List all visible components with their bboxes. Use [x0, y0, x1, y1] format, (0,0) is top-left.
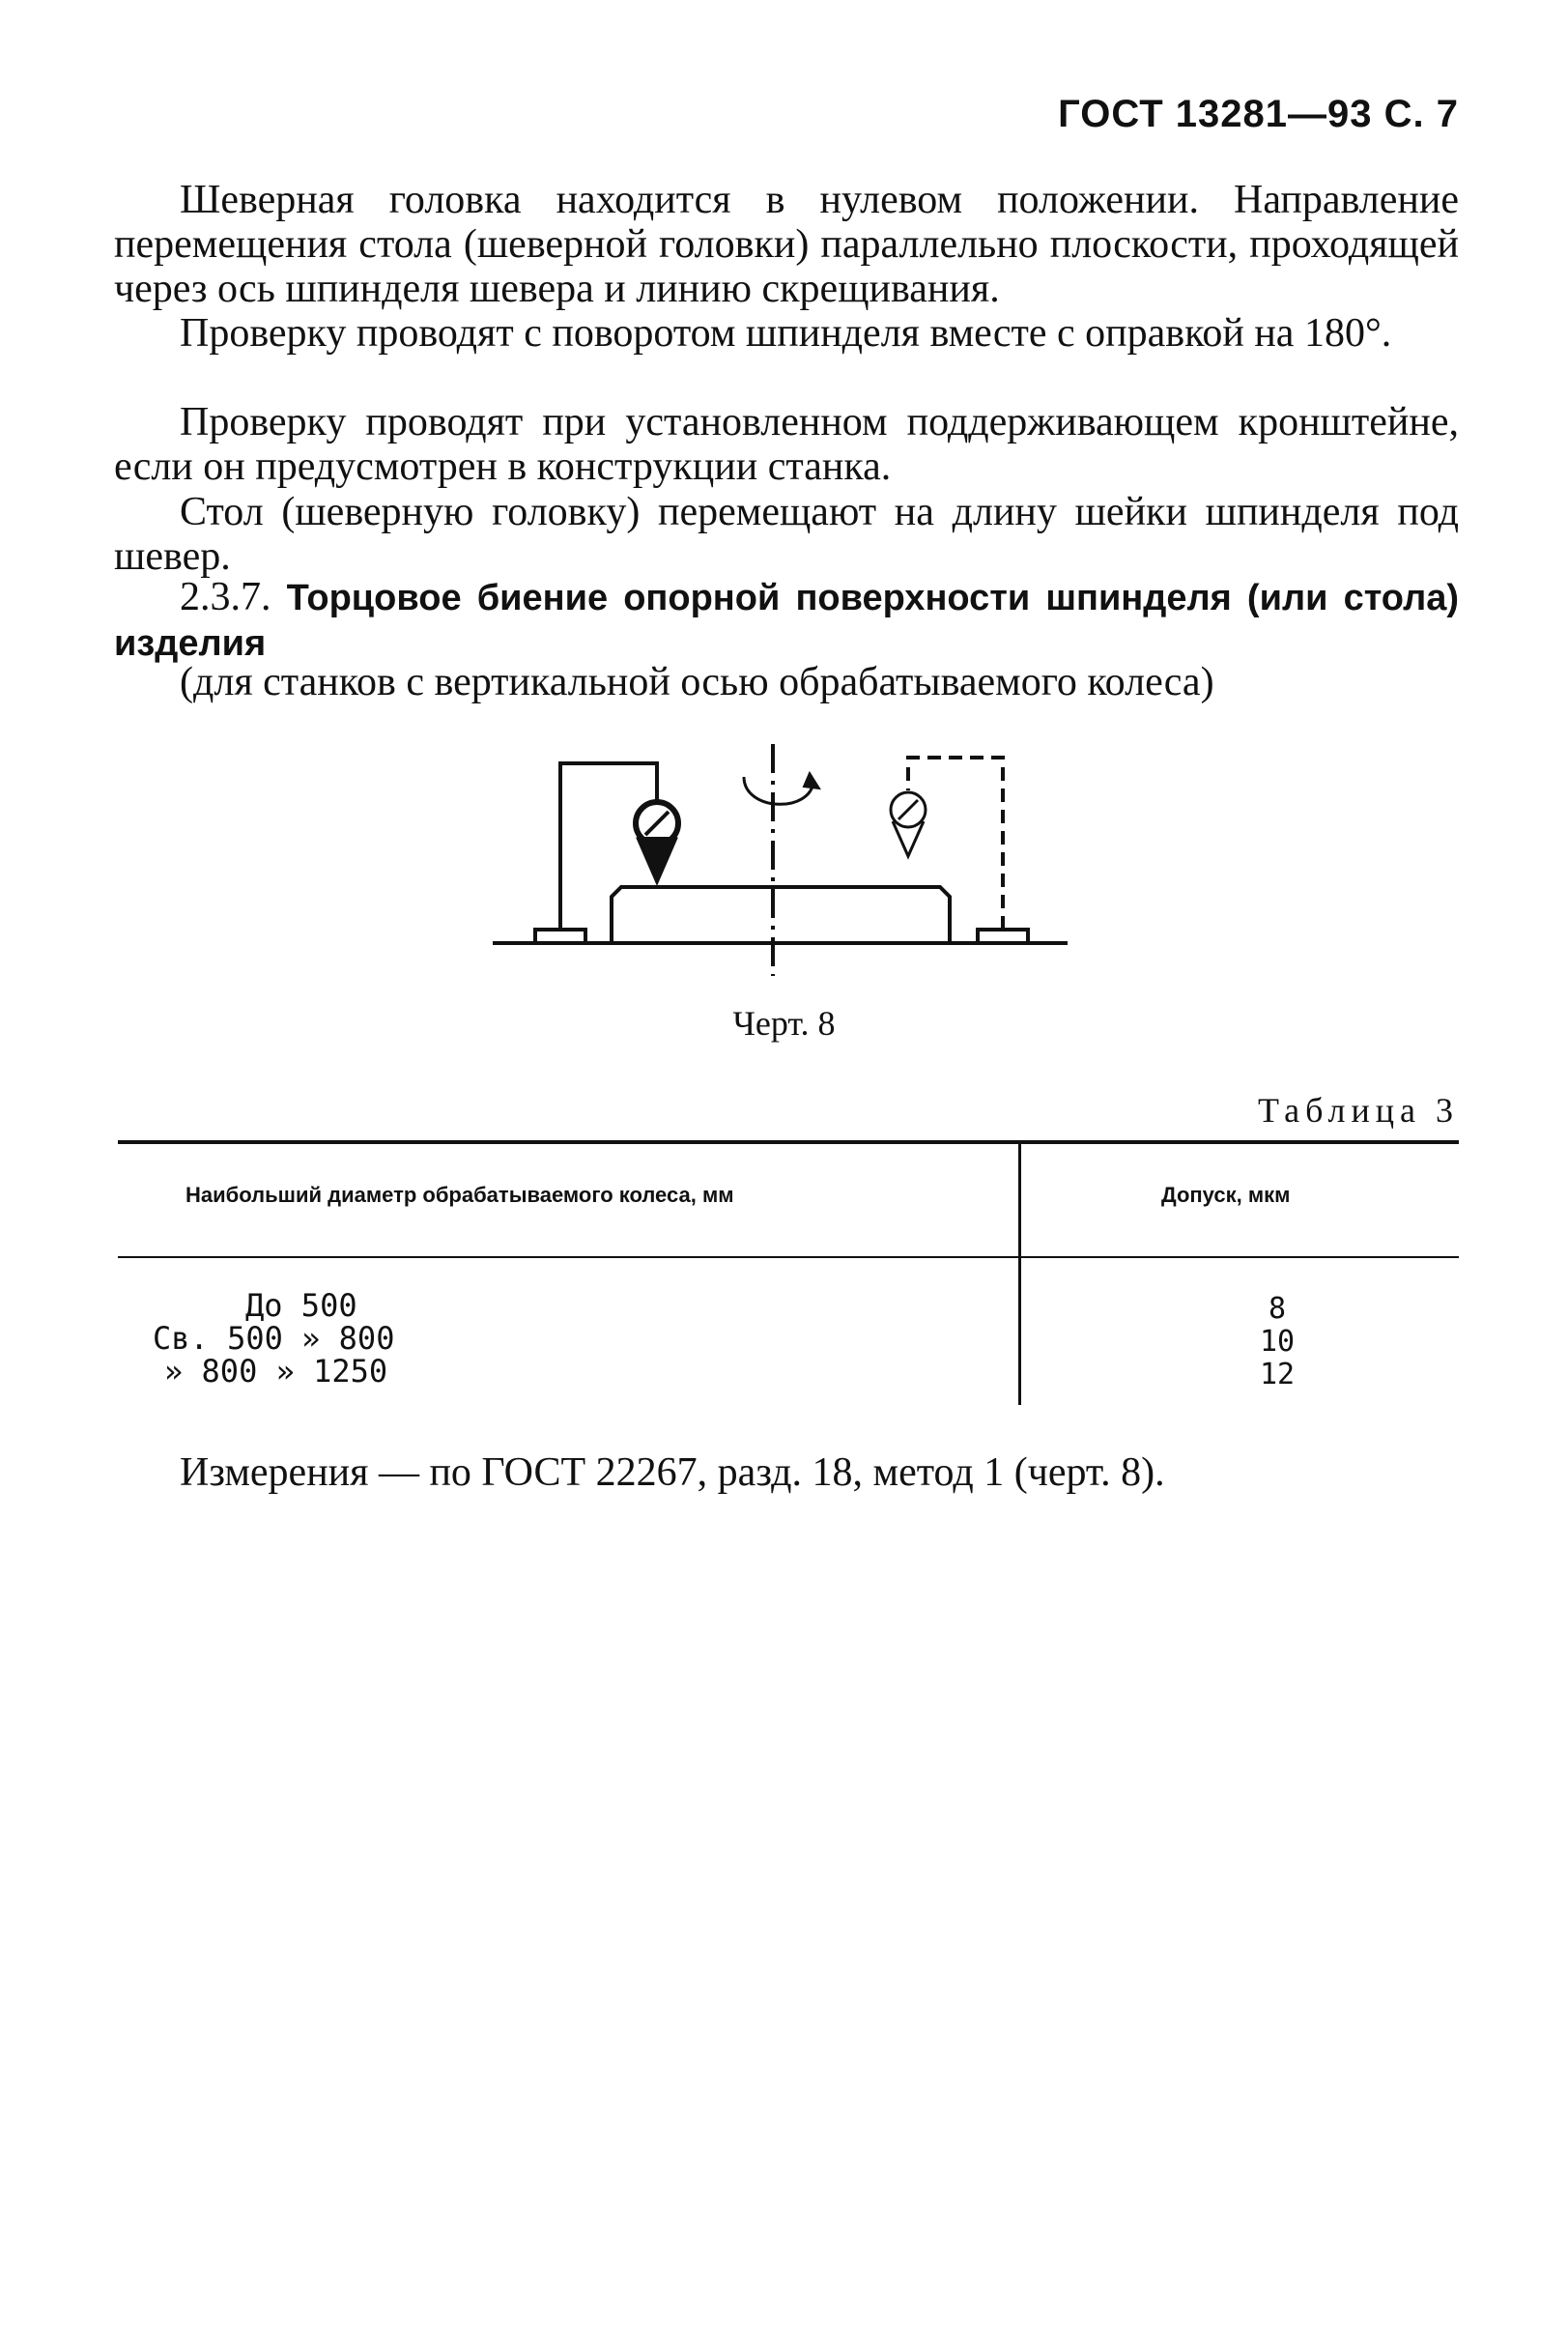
header-diameter: Наибольший диаметр обрабатываемого колеса, мм [185, 1183, 734, 1207]
table-row-3-diameter: » 800 » 1250 [164, 1353, 388, 1390]
table-column-divider [1018, 1144, 1021, 1405]
rotation-arrow [744, 777, 813, 804]
section-subtitle: (для станков с вертикальной осью обрабатываемого колеса) [180, 660, 1214, 704]
table-row-2-diameter: Св. 500 » 800 [153, 1320, 395, 1357]
section-title: Торцовое биение опорной поверхности шпинделя (или стола) изделия [114, 578, 1459, 664]
table-row-1-diameter: До 500 [245, 1287, 357, 1324]
paragraph-1: Шеверная головка находится в нулевом положении. Направление перемещения стола (шеверной головки) параллельно плоскости, проходящей через ось шпинделя шевера и линию скрещивания. [114, 178, 1459, 311]
table-row-3-tolerance: 12 [1259, 1358, 1296, 1391]
figure-caption: Черт. 8 [732, 1004, 836, 1043]
section-heading [114, 575, 1459, 666]
right-foot [978, 930, 1028, 943]
left-indicator-tip [638, 837, 676, 881]
table-row-2-tolerance: 10 [1259, 1325, 1296, 1359]
drawing-8 [483, 734, 1082, 986]
right-stand [908, 758, 1003, 930]
table-row-1-tolerance: 8 [1268, 1292, 1287, 1326]
page-header: ГОСТ 13281—93 С. 7 [1058, 93, 1459, 135]
table-title: Таблица 3 [1258, 1091, 1459, 1130]
table-header-rule [118, 1256, 1459, 1258]
table-top-rule [118, 1140, 1459, 1144]
section-number: 2.3.7. [180, 575, 271, 619]
workpiece-table [612, 887, 950, 943]
paragraph-4: Стол (шеверную головку) перемещают на длину шейки шпинделя под шевер. [114, 490, 1459, 579]
paragraph-2: Проверку проводят с поворотом шпинделя вместе с оправкой на 180°. [180, 311, 1392, 356]
left-foot [535, 930, 585, 943]
paragraph-3: Проверку проводят при установленном поддерживающем кронштейне, если он предусмотрен в конструкции станка. [114, 400, 1459, 489]
measurement-note: Измерения — по ГОСТ 22267, разд. 18, метод 1 (черт. 8). [180, 1450, 1165, 1495]
header-tolerance: Допуск, мкм [1161, 1183, 1291, 1207]
